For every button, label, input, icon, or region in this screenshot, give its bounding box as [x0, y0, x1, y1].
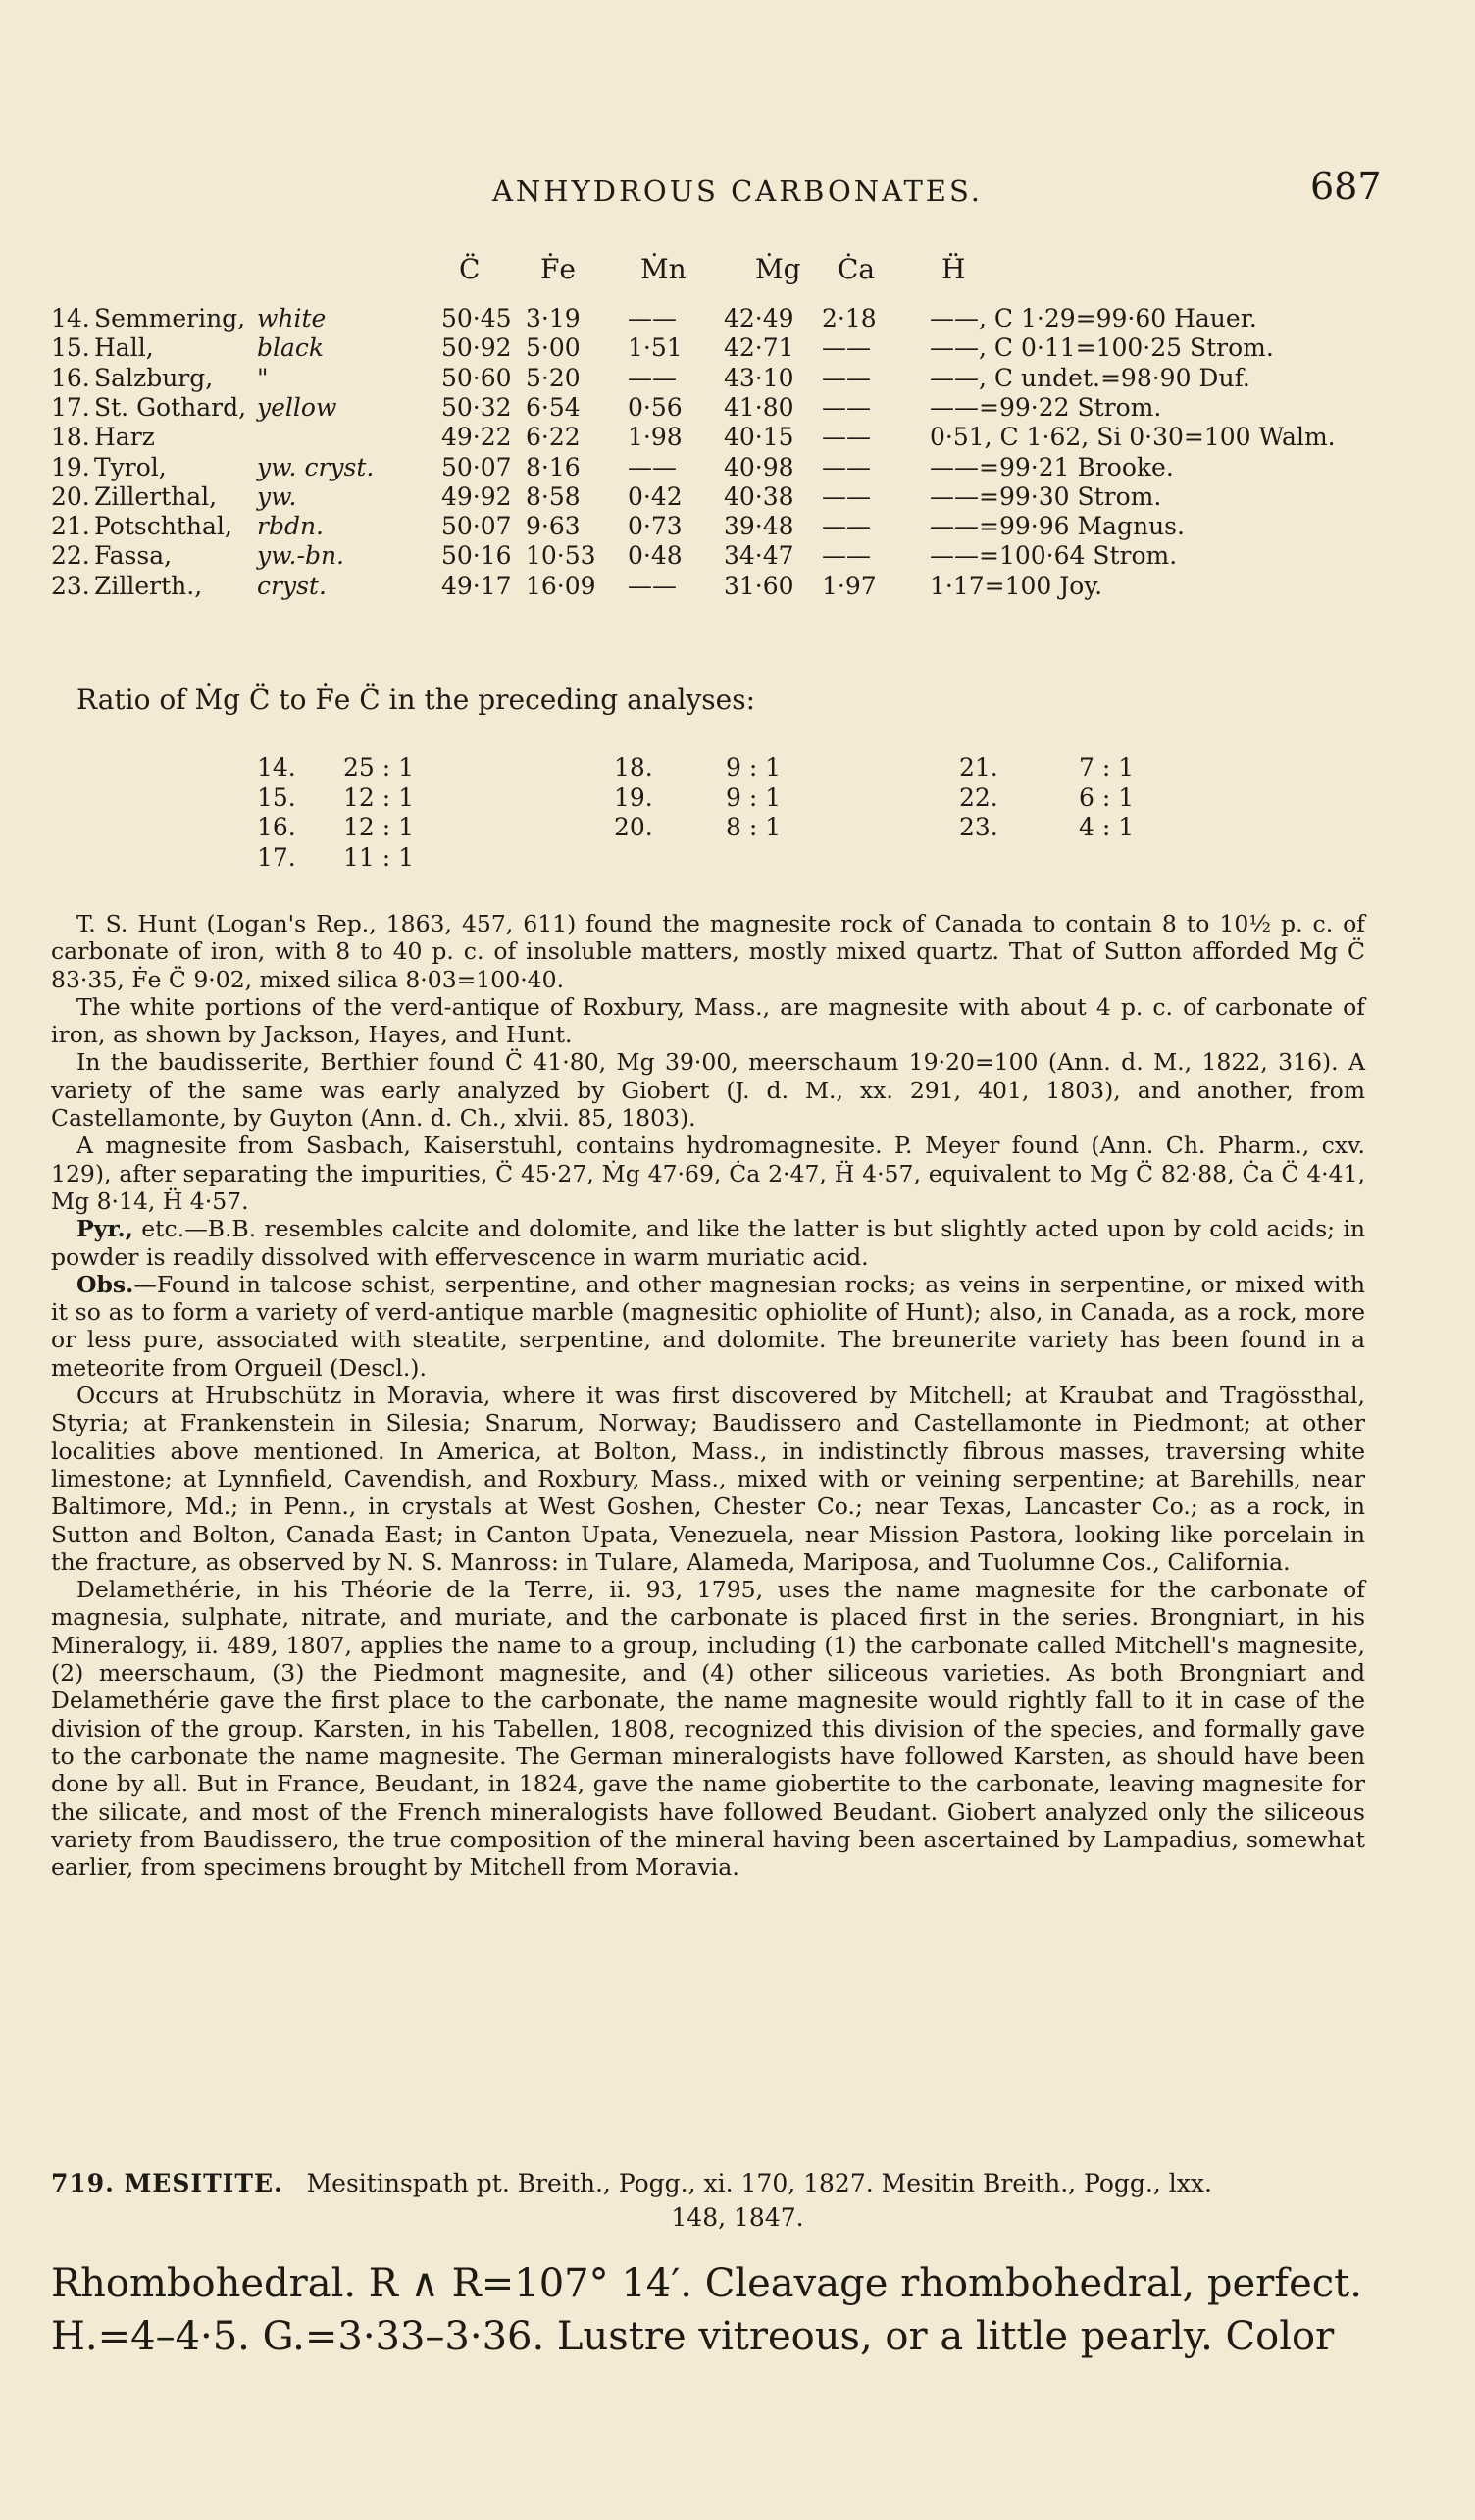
page-number: 687	[1310, 165, 1382, 208]
paragraph: Occurs at Hrubschütz in Moravia, where it was first discovered by Mitchell; at Kraubat and Tragössthal, Styria; at Frankenstein in Silesia; Snarum, Norway; Baudissero and Castellamonte in Piedmont; at other localities above mentioned. In America, at Bolton, Mass., in indistinctly fibrous masses, traversing white limestone; at Lynnfield, Cavendish, and Roxbury, Mass., mixed with or veining serpentine; at Barehills, near Baltimore, Md.; in Penn., in crystals at West Goshen, Chester Co.; near Texas, Lancaster Co.; as a rock, in Sutton and Bolton, Canada East; in Canton Upata, Venezuela, near Mission Pastora, looking like porcelain in the fracture, as observed by N. S. Manross: in Tulare, Alameda, Mariposa, and Tuolumne Cos., California.	[51, 1382, 1365, 1576]
column-header-manganese: Ṁn	[640, 253, 687, 285]
iron-value: 8·16	[526, 452, 581, 481]
ratio-value: 6 : 1	[1079, 782, 1135, 812]
remainder-and-analyst: ——=99·96 Magnus.	[930, 512, 1185, 541]
lime-value: ——	[822, 392, 871, 422]
ratio-value: 9 : 1	[726, 753, 782, 781]
lime-value: ——	[822, 512, 871, 541]
ratio-value: 4 : 1	[1079, 813, 1135, 841]
locality: Potschthal,	[94, 512, 232, 541]
carbonic-value: 50·32	[441, 392, 512, 422]
locality: Hall,	[94, 333, 154, 363]
ratio-number: 15.	[257, 782, 296, 812]
iron-value: 16·09	[526, 571, 596, 600]
remainder-and-analyst: ——, C 1·29=99·60 Hauer.	[930, 304, 1257, 332]
manganese-value: ——	[628, 304, 677, 332]
locality: Salzburg,	[94, 363, 214, 392]
manganese-value: 1·51	[628, 333, 683, 363]
lime-value: 1·97	[822, 571, 877, 600]
carbonic-value: 50·92	[441, 333, 512, 363]
species-synonyms-continued: 148, 1847.	[671, 2203, 804, 2232]
manganese-value: 0·73	[628, 512, 683, 541]
table-row	[0, 364, 1475, 397]
table-row	[0, 333, 1475, 367]
variety: rbdn.	[257, 512, 325, 541]
lime-value: ——	[822, 423, 871, 452]
row-number: 17.	[51, 392, 90, 422]
row-number: 18.	[51, 423, 90, 452]
crystal-description-line: H.=4–4·5. G.=3·33–3·36. Lustre vitreous, or a little pearly. Color	[51, 2314, 1335, 2359]
ratio-number: 14.	[257, 753, 296, 781]
column-header-magnesia: Ṁg	[755, 253, 801, 285]
species-synonyms: Mesitinspath pt. Breith., Pogg., xi. 170, 1827. Mesitin Breith., Pogg., lxx.	[306, 2169, 1212, 2197]
variety: white	[257, 304, 327, 332]
manganese-value: ——	[628, 363, 677, 392]
iron-value: 3·19	[526, 304, 581, 332]
paragraph-label: Obs.	[76, 1270, 134, 1298]
paragraph-label: Pyr.,	[76, 1215, 133, 1243]
row-number: 22.	[51, 541, 90, 571]
variety: yw.-bn.	[257, 541, 345, 571]
variety: black	[257, 333, 325, 363]
carbonic-value: 50·16	[441, 541, 512, 571]
lime-value: ——	[822, 363, 871, 392]
variety: yw.	[257, 481, 297, 511]
table-row	[0, 423, 1475, 456]
remainder-and-analyst: ——=99·30 Strom.	[930, 481, 1162, 511]
paragraph	[51, 1271, 1365, 1382]
carbonic-value: 49·92	[441, 481, 512, 511]
table-row	[0, 304, 1475, 337]
manganese-value: 1·98	[628, 423, 683, 452]
row-number: 20.	[51, 481, 90, 511]
paragraph: In the baudisserite, Berthier found C̈ 41·80, Mg 39·00, meerschaum 19·20=100 (Ann. d. M., 1822, 316). A variety of the same was early analyzed by Giobert (J. d. M., xx. 291, 401, 1803), and another, from Castellamonte, by Guyton (Ann. d. Ch., xlvii. 85, 1803).	[51, 1048, 1365, 1133]
table-row	[0, 512, 1475, 545]
magnesia-value: 42·71	[724, 333, 794, 363]
paragraph: Delamethérie, in his Théorie de la Terre, ii. 93, 1795, uses the name magnesite for the carbonate of magnesia, sulphate, nitrate, and muriate, and the carbonate is placed first in the series. Brongniart, in his Mineralogy, ii. 489, 1807, applies the name to a group, including (1) the carbonate called Mitchell's magnesite, (2) meerschaum, (3) the Piedmont magnesite, and (4) other siliceous varieties. As both Brongniart and Delamethérie gave the first place to the carbonate, the name magnesite would rightly fall to it in case of the division of the group. Karsten, in his Tabellen, 1808, recognized this division of the species, and formally gave to the carbonate the name magnesite. The German mineralogists have followed Karsten, as should have been done by all. But in France, Beudant, in 1824, gave the name giobertite to the carbonate, leaving magnesite for the silicate, and most of the French mineralogists have followed Beudant. Giobert analyzed only the siliceous variety from Baudissero, the true composition of the mineral having been ascertained by Lampadius, somewhat earlier, from specimens brought by Mitchell from Moravia.	[51, 1576, 1365, 1882]
variety: cryst.	[257, 571, 327, 600]
manganese-value: ——	[628, 571, 677, 600]
magnesia-value: 40·98	[724, 452, 794, 481]
iron-value: 5·00	[526, 333, 581, 363]
locality: Tyrol,	[94, 452, 167, 481]
row-number: 19.	[51, 452, 90, 481]
ratio-value: 12 : 1	[343, 782, 415, 812]
carbonic-value: 49·17	[441, 571, 512, 600]
variety: yw. cryst.	[257, 452, 375, 481]
ratio-value: 9 : 1	[726, 782, 782, 812]
ratio-number: 23.	[959, 813, 998, 841]
remainder-and-analyst: ——=100·64 Strom.	[930, 541, 1178, 571]
ratio-value: 25 : 1	[343, 753, 415, 781]
row-number: 21.	[51, 512, 90, 541]
species-heading	[51, 2169, 1212, 2197]
ratio-value: 7 : 1	[1079, 753, 1135, 781]
paragraph: T. S. Hunt (Logan's Rep., 1863, 457, 611) found the magnesite rock of Canada to contain 8 to 10½ p. c. of carbonate of iron, with 8 to 40 p. c. of insoluble matters, mostly mixed quartz. That of Sutton afforded Mg C̈ 83·35, Ḟe C̈ 9·02, mixed silica 8·03=100·40.	[51, 910, 1365, 993]
locality: Zillerthal,	[94, 481, 218, 511]
carbonic-value: 50·07	[441, 452, 512, 481]
magnesia-value: 42·49	[724, 304, 794, 332]
remainder-and-analyst: 1·17=100 Joy.	[930, 571, 1103, 600]
ratio-number: 16.	[257, 813, 296, 841]
row-number: 15.	[51, 333, 90, 363]
ratio-number: 18.	[614, 753, 653, 781]
lime-value: ——	[822, 481, 871, 511]
ratio-heading: Ratio of Ṁg C̈ to Ḟe C̈ in the preceding analyses:	[76, 683, 756, 716]
variety: "	[257, 363, 269, 392]
lime-value: ——	[822, 452, 871, 481]
column-header-iron: Ḟe	[540, 253, 576, 285]
magnesia-value: 39·48	[724, 512, 794, 541]
iron-value: 6·54	[526, 392, 581, 422]
ratio-value: 12 : 1	[343, 813, 415, 841]
remainder-and-analyst: ——, C undet.=98·90 Duf.	[930, 363, 1250, 392]
magnesia-value: 34·47	[724, 541, 794, 571]
paragraph: The white portions of the verd-antique of Roxbury, Mass., are magnesite with about 4 p. c. of carbonate of iron, as shown by Jackson, Hayes, and Hunt.	[51, 992, 1365, 1049]
iron-value: 8·58	[526, 481, 581, 511]
carbonic-value: 50·45	[441, 304, 512, 332]
magnesia-value: 43·10	[724, 363, 794, 392]
row-number: 16.	[51, 363, 90, 392]
carbonic-value: 49·22	[441, 423, 512, 452]
ratio-number: 21.	[959, 753, 998, 781]
ratio-number: 20.	[614, 813, 653, 841]
iron-value: 5·20	[526, 363, 581, 392]
ratio-number: 22.	[959, 782, 998, 812]
manganese-value: 0·48	[628, 541, 683, 571]
crystal-description-line: Rhombohedral. R ∧ R=107° 14′. Cleavage rhombohedral, perfect.	[51, 2261, 1362, 2306]
lime-value: ——	[822, 541, 871, 571]
paragraph	[51, 1215, 1365, 1271]
lime-value: ——	[822, 333, 871, 363]
magnesia-value: 31·60	[724, 571, 794, 600]
magnesia-value: 40·15	[724, 423, 794, 452]
table-row	[0, 453, 1475, 486]
locality: St. Gothard,	[94, 392, 247, 422]
remainder-and-analyst: ——=99·21 Brooke.	[930, 452, 1174, 481]
remainder-and-analyst: 0·51, C 1·62, Si 0·30=100 Walm.	[930, 423, 1336, 452]
locality: Fassa,	[94, 541, 173, 571]
manganese-value: 0·42	[628, 481, 683, 511]
manganese-value: 0·56	[628, 392, 683, 422]
column-header-carbonic: C̈	[459, 253, 481, 285]
table-row	[0, 482, 1475, 516]
remainder-and-analyst: ——=99·22 Strom.	[930, 392, 1162, 422]
carbonic-value: 50·07	[441, 512, 512, 541]
table-row	[0, 541, 1475, 575]
ratio-number: 17.	[257, 842, 296, 872]
locality: Semmering,	[94, 304, 246, 332]
ratio-value: 11 : 1	[343, 842, 415, 872]
magnesia-value: 40·38	[724, 481, 794, 511]
table-row	[0, 393, 1475, 427]
paragraph-text: —Found in talcose schist, serpentine, and other magnesian rocks; as veins in serpentine, or mixed with it so as to form a variety of verd-antique marble (magnesitic ophiolite of Hunt); also, in Canada, as a rock, more or less pure, associated with steatite, serpentine, and dolomite. The breunerite variety has been found in a meteorite from Orgueil (Descl.).	[51, 1270, 1365, 1382]
iron-value: 9·63	[526, 512, 581, 541]
remainder-and-analyst: ——, C 0·11=100·25 Strom.	[930, 333, 1274, 363]
column-header-lime: Ċa	[838, 253, 876, 285]
species-number-name: 719. MESITITE.	[51, 2169, 283, 2197]
paragraph: A magnesite from Sasbach, Kaiserstuhl, contains hydromagnesite. P. Meyer found (Ann. Ch. Pharm., cxv. 129), after separating the impurities, C̈ 45·27, Ṁg 47·69, Ċa 2·47, Ḧ 4·57, equivalent to Mg C̈ 82·88, Ċa C̈ 4·41, Mg 8·14, Ḧ 4·57.	[51, 1132, 1365, 1215]
column-header-water: Ḧ	[941, 253, 966, 285]
body-text	[51, 910, 1365, 1881]
variety: yellow	[257, 392, 337, 422]
iron-value: 10·53	[526, 541, 596, 571]
row-number: 23.	[51, 571, 90, 600]
ratio-value: 8 : 1	[726, 813, 782, 841]
running-title: ANHYDROUS CARBONATES.	[491, 175, 984, 208]
magnesia-value: 41·80	[724, 392, 794, 422]
locality: Harz	[94, 423, 155, 452]
paragraph-text: etc.—B.B. resembles calcite and dolomite, and like the latter is but slightly acted upon by cold acids; in powder is readily dissolved with effervescence in warm muriatic acid.	[51, 1215, 1365, 1271]
carbonic-value: 50·60	[441, 363, 512, 392]
manganese-value: ——	[628, 452, 677, 481]
locality: Zillerth.,	[94, 571, 203, 600]
ratio-number: 19.	[614, 782, 653, 812]
lime-value: 2·18	[822, 304, 877, 332]
iron-value: 6·22	[526, 423, 581, 452]
table-row	[0, 572, 1475, 605]
row-number: 14.	[51, 304, 90, 332]
